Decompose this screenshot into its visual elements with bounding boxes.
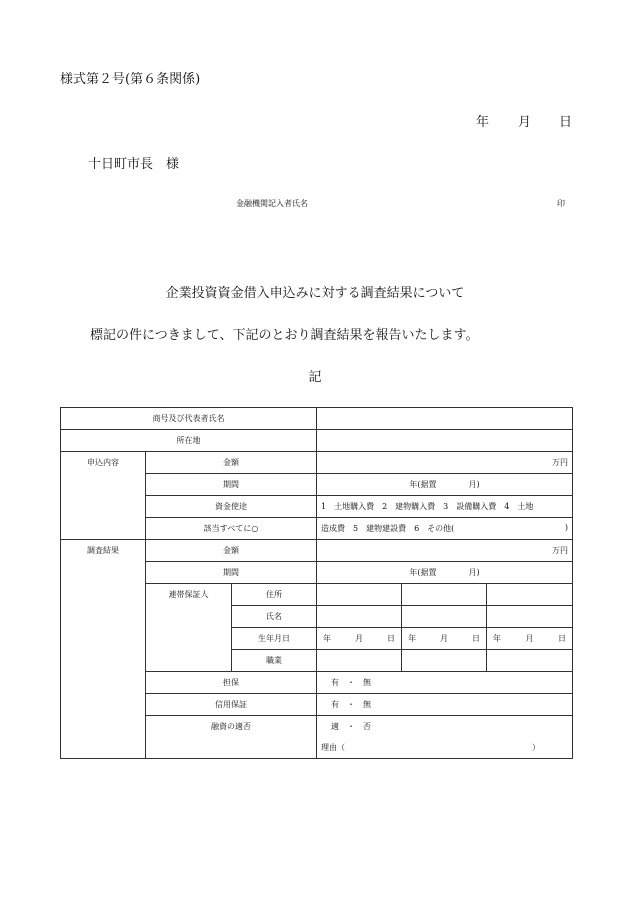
guarantor-1-dob[interactable] (317, 628, 402, 650)
credit-guarantee-label: 信用保証 (146, 694, 317, 716)
use-options-line1[interactable]: 1 土地購入費 2 建物購入費 3 設備購入費 4 土地 (317, 496, 573, 518)
location-label: 所在地 (61, 430, 317, 452)
dob-month: 月 (525, 634, 534, 643)
guarantor-1-address[interactable] (317, 584, 402, 606)
use-note: 該当すべてに○ (146, 518, 317, 540)
amount-unit: 万円 (552, 546, 568, 555)
application-amount-label: 金額 (146, 452, 317, 474)
guarantor-3-dob[interactable] (487, 628, 573, 650)
table-row (61, 430, 573, 452)
location-value[interactable] (317, 430, 573, 452)
result-period-label: 期間 (146, 562, 317, 584)
addressee: 十日町市長 様 (88, 157, 180, 172)
guarantor-2-address[interactable] (402, 584, 487, 606)
result-section-label: 調査結果 (61, 540, 146, 759)
dob-day: 日 (558, 634, 566, 643)
application-period-label: 期間 (146, 474, 317, 496)
use-label: 資金使途 (146, 496, 317, 518)
dob-year: 年 (323, 634, 331, 643)
use-other-open: 造成費 5 建物建設費 6 その他( (321, 524, 455, 533)
guarantor-1-name[interactable] (317, 606, 402, 628)
dob-year: 年 (493, 634, 501, 643)
collateral-label: 担保 (146, 672, 317, 694)
guarantor-3-name[interactable] (487, 606, 573, 628)
submitter-label: 金融機関記入者氏名 (236, 199, 308, 208)
reason-field[interactable] (317, 737, 573, 759)
use-options-line2[interactable] (317, 518, 573, 540)
reason-label: 理由（ (321, 743, 345, 752)
dob-month: 月 (440, 634, 448, 643)
application-section-label: 申込内容 (61, 452, 146, 540)
result-amount-value[interactable] (317, 540, 573, 562)
document-title: 企業投資資金借入申込みに対する調査結果について (165, 286, 465, 301)
trade-name-label: 商号及び代表者氏名 (61, 408, 317, 430)
table-row (61, 408, 573, 430)
date-year-label: 年 (476, 115, 490, 130)
seal-mark: 印 (557, 199, 565, 208)
suitability-label: 融資の適否 (146, 716, 317, 759)
date-month-label: 月 (518, 115, 532, 130)
credit-guarantee-value[interactable]: 有 ・ 無 (317, 694, 573, 716)
guarantor-2-dob[interactable] (402, 628, 487, 650)
guarantor-3-address[interactable] (487, 584, 573, 606)
form-number: 様式第２号(第６条関係) (60, 72, 201, 87)
guarantor-address-label: 住所 (232, 584, 317, 606)
guarantor-label: 連帯保証人 (146, 584, 232, 672)
dob-year: 年 (408, 634, 416, 643)
use-other-close: ) (564, 523, 568, 532)
reason-close: ） (532, 743, 540, 752)
guarantor-name-label: 氏名 (232, 606, 317, 628)
guarantor-1-occupation[interactable] (317, 650, 402, 672)
trade-name-value[interactable] (317, 408, 573, 430)
collateral-value[interactable]: 有 ・ 無 (317, 672, 573, 694)
date-day-label: 日 (559, 115, 573, 130)
application-period-value[interactable]: 年(据置 月) (317, 474, 573, 496)
table-row (61, 540, 573, 562)
dob-day: 日 (387, 634, 395, 643)
amount-unit: 万円 (552, 458, 568, 467)
body-text: 標記の件につきまして、下記のとおり調査結果を報告いたします。 (90, 328, 479, 343)
guarantor-2-occupation[interactable] (402, 650, 487, 672)
guarantor-dob-label: 生年月日 (232, 628, 317, 650)
guarantor-2-name[interactable] (402, 606, 487, 628)
suitability-value[interactable]: 適 ・ 否 (317, 716, 573, 738)
guarantor-3-occupation[interactable] (487, 650, 573, 672)
application-amount-value[interactable] (317, 452, 573, 474)
ki-heading: 記 (308, 370, 322, 385)
table-row (61, 452, 573, 474)
dob-month: 月 (355, 634, 363, 643)
dob-day: 日 (472, 634, 480, 643)
report-table (60, 407, 573, 759)
guarantor-occupation-label: 職業 (232, 650, 317, 672)
result-period-value[interactable]: 年(据置 月) (317, 562, 573, 584)
result-amount-label: 金額 (146, 540, 317, 562)
